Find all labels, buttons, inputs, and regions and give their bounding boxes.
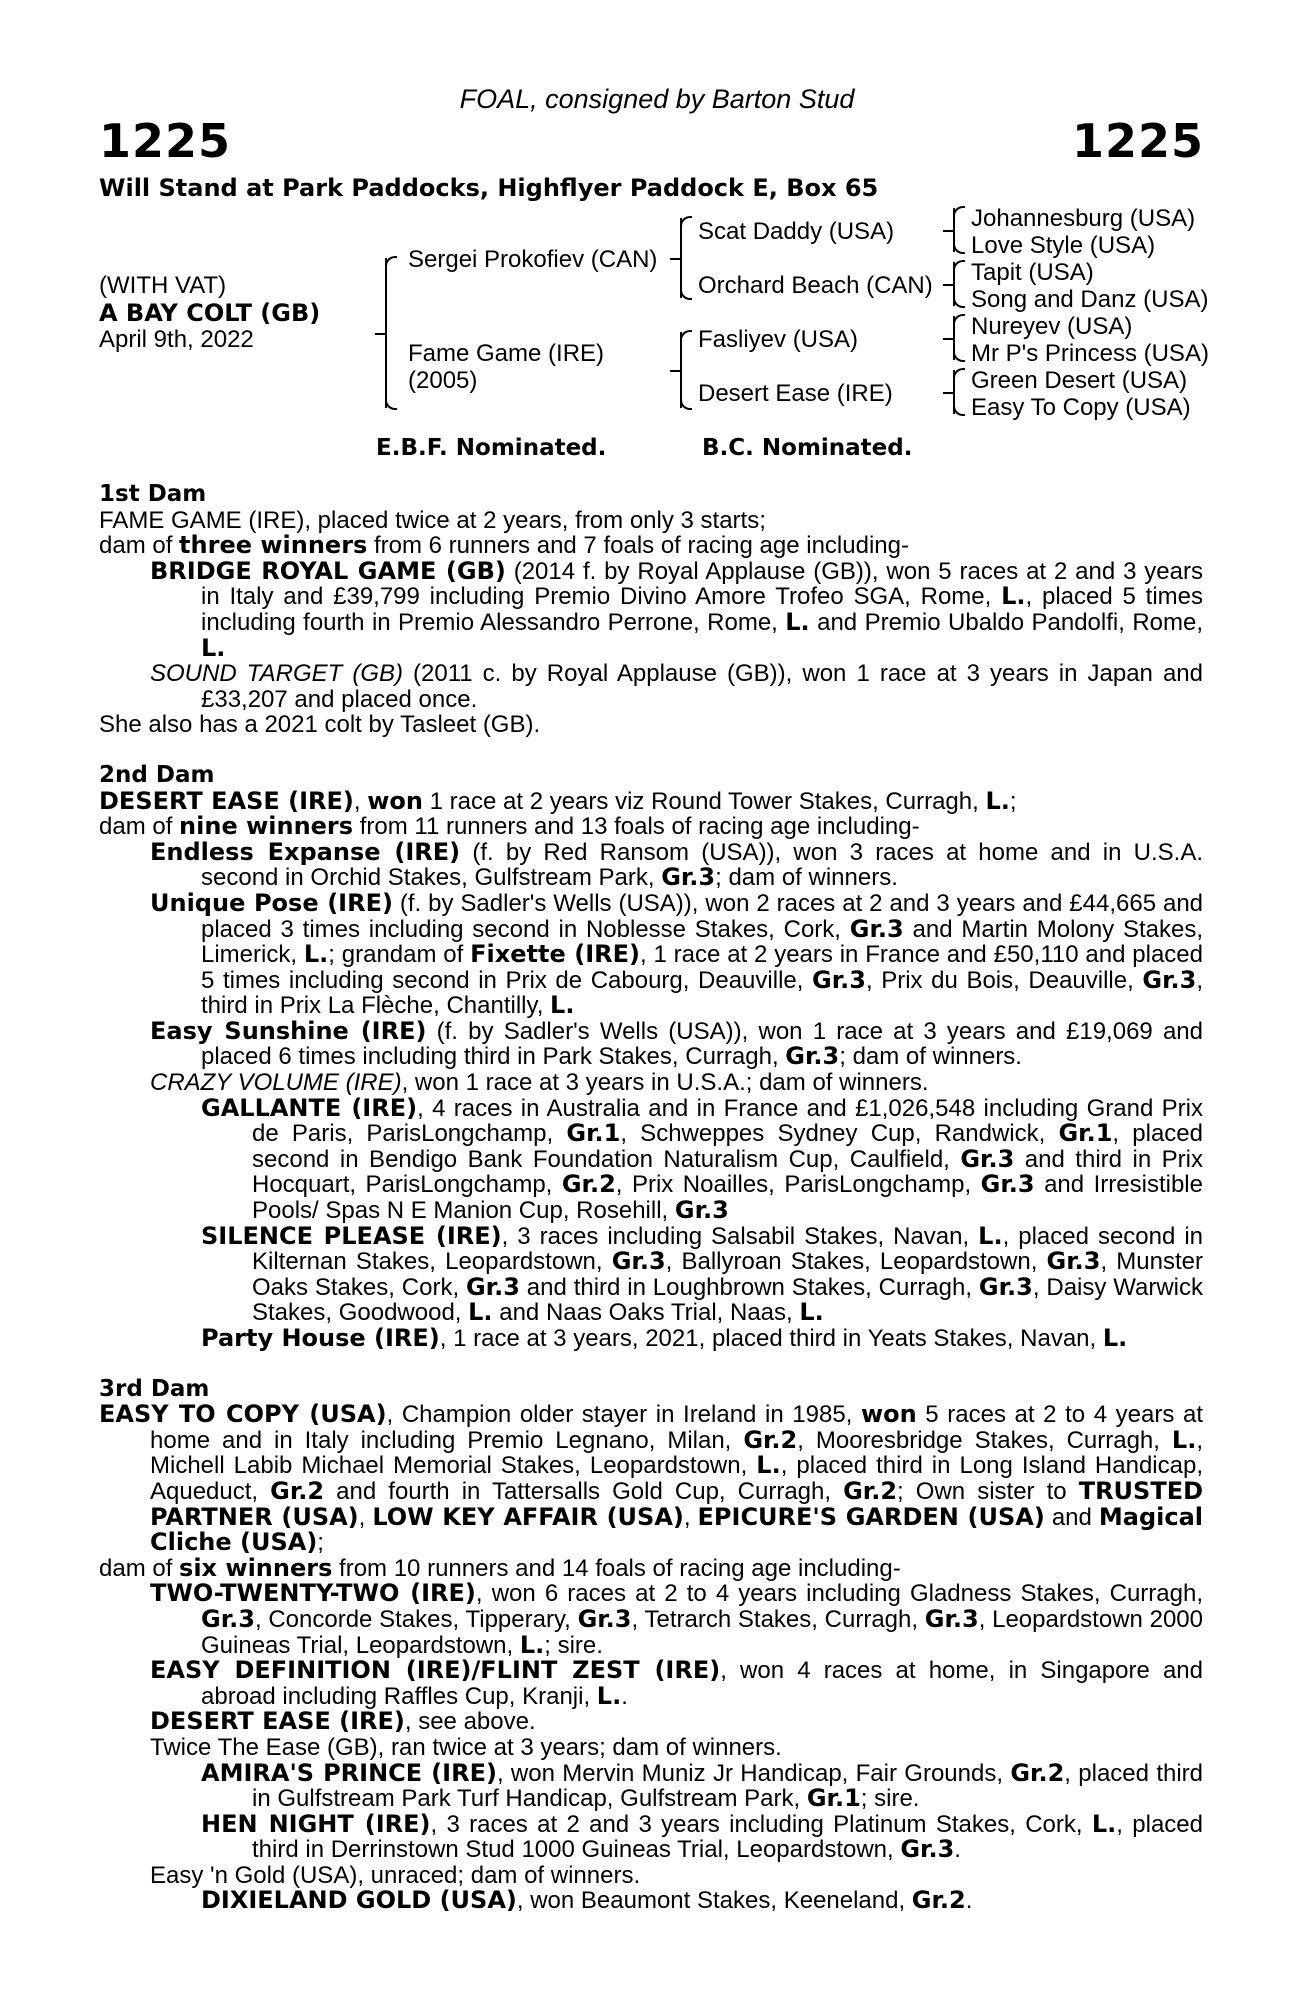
produce-entry: CRAZY VOLUME (IRE), won 1 race at 3 years in U.S.A.; dam of winners. — [150, 1069, 929, 1097]
grand-produce-entry: Party House (IRE), 1 race at 3 years, 2021, placed third in Yeats Stakes, Navan, L. — [201, 1324, 1128, 1352]
grand-produce-entry: HEN NIGHT (IRE), 3 races at 2 and 3 years including Platinum Stakes, Cork, L., placed third in Derrinstown Stud 1000 Guineas Trial, Leopardstown, Gr.3. — [201, 1809, 1203, 1864]
pedigree-brace-sire — [680, 218, 696, 298]
pedigree-sire-sire: Scat Daddy (USA) — [698, 218, 895, 245]
grand-produce-entry: DIXIELAND GOLD (USA), won Beaumont Stakes, Keeneland, Gr.2. — [201, 1886, 973, 1915]
stand-location: Will Stand at Park Paddocks, Highflyer Paddock E, Box 65 — [99, 174, 879, 202]
second-dam-intro: DESERT EASE (IRE), won 1 race at 2 years viz Round Tower Stakes, Curragh, L.; — [99, 786, 1017, 815]
pedigree-g3-8: Easy To Copy (USA) — [971, 394, 1191, 421]
family-text — [99, 482, 1203, 1914]
vat-note: (WITH VAT) — [99, 272, 227, 299]
pedigree-g3-2: Love Style (USA) — [971, 232, 1156, 259]
pedigree-brace-g3-3 — [953, 316, 969, 360]
produce-entry: Twice The Ease (GB), ran twice at 3 years; dam of winners. — [150, 1733, 782, 1761]
foaling-date: April 9th, 2022 — [99, 326, 254, 353]
horse-name: A BAY COLT (GB) — [99, 299, 321, 327]
pedigree-g3-5: Nureyev (USA) — [971, 313, 1133, 340]
pedigree-brace-gen1 — [385, 258, 401, 408]
produce-entry: Easy Sunshine (IRE) (f. by Sadler's Wells (USA)), won 1 race at 3 years and £19,069 and placed 6 times including third in Park Stakes, Curragh, Gr.3; dam of winners. — [150, 1016, 1203, 1071]
first-dam-also: She also has a 2021 colt by Tasleet (GB). — [99, 711, 541, 739]
pedigree-brace-g3-1 — [953, 208, 969, 252]
produce-entry: Easy 'n Gold (USA), unraced; dam of winners. — [150, 1861, 641, 1889]
grand-produce-entry: SILENCE PLEASE (IRE), 3 races including Salsabil Stakes, Navan, L., placed second in Kilternan Stakes, Leopardstown, Gr.3, Ballyroan Stakes, Leopardstown, Gr.3, Munster Oaks Stakes, Cork, Gr.3 and third in Loughbrown Stakes, Curragh, Gr.3, Daisy Warwick Stakes, Goodwood, L. and Naas Oaks Trial, Naas, L. — [201, 1221, 1204, 1327]
produce-entry: DESERT EASE (IRE), see above. — [150, 1707, 536, 1736]
lot-number-left: 1225 — [99, 114, 232, 168]
pedigree-dam-year: (2005) — [408, 367, 478, 394]
consignment-line: FOAL, consigned by Barton Stud — [459, 84, 855, 114]
pedigree-sire: Sergei Prokofiev (CAN) — [408, 246, 658, 273]
lot-number-right: 1225 — [1071, 114, 1204, 168]
produce-entry: Unique Pose (IRE) (f. by Sadler's Wells (USA)), won 2 races at 2 and 3 years and £44,665 and placed 3 times including second in Noblesse Stakes, Cork, Gr.3 and Martin Molony Stakes, Limerick, L.; grandam of Fixette (IRE), 1 race at 2 years in France and £50,110 and placed 5 times including second in Prix de Cabourg, Deauville, Gr.3, Prix du Bois, Deauville, Gr.3, third in Prix La Flèche, Chantilly, L. — [150, 888, 1204, 1020]
pedigree-g3-6: Mr P's Princess (USA) — [971, 340, 1209, 367]
grand-produce-entry: GALLANTE (IRE), 4 races in Australia and in France and £1,026,548 including Grand Prix de Paris, ParisLongchamp, Gr.1, Schweppes Sydney Cup, Randwick, Gr.1, placed second in Bendigo Bank Foundation Naturalism Cup, Caulfield, Gr.3 and third in Prix Hocquart, ParisLongchamp, Gr.2, Prix Noailles, ParisLongchamp, Gr.3 and Irresistible Pools/ Spas N E Manion Cup, Rosehill, Gr.3 — [201, 1093, 1204, 1225]
produce-entry: TWO-TWENTY-TWO (IRE), won 6 races at 2 to 4 years including Gladness Stakes, Curragh, Gr.3, Concorde Stakes, Tipperary, Gr.3, Tetrarch Stakes, Curragh, Gr.3, Leopardstown 2000 Guineas Trial, Leopardstown, L.; sire. — [150, 1579, 1203, 1659]
ebf-nominated: E.B.F. Nominated. — [376, 435, 607, 461]
produce-entry: BRIDGE ROYAL GAME (GB) (2014 f. by Royal Applause (GB)), won 5 races at 2 and 3 years in Italy and £39,799 including Premio Divino Amore Trofeo SGA, Rome, L., placed 5 times including fourth in Premio Alessandro Perrone, Rome, L. and Premio Ubaldo Pandolfi, Rome, L. — [150, 556, 1204, 662]
third-dam-intro: EASY TO COPY (USA), Champion older stayer in Ireland in 1985, won 5 races at 2 to 4 years at home and in Italy including Premio Legnano, Milan, Gr.2, Mooresbridge Stakes, Curragh, L., Michell Labib Michael Memorial Stakes, Leopardstown, L., placed third in Long Island Handicap, Aqueduct, Gr.2 and fourth in Tattersalls Gold Cup, Curragh, Gr.2; Own sister to TRUSTED PARTNER (USA), LOW KEY AFFAIR (USA), EPICURE'S GARDEN (USA) and Magical Cliche (USA); — [99, 1400, 1204, 1557]
pedigree-g3-1: Johannesburg (USA) — [971, 205, 1196, 232]
third-dam-heading: 3rd Dam — [99, 1375, 210, 1402]
first-dam-heading: 1st Dam — [99, 481, 207, 507]
second-dam-heading: 2nd Dam — [99, 761, 215, 788]
first-dam-intro: FAME GAME (IRE), placed twice at 2 years, from only 3 starts; — [99, 506, 766, 534]
produce-entry: EASY DEFINITION (IRE)/FLINT ZEST (IRE), won 4 races at home, in Singapore and abroad including Raffles Cup, Kranji, L.. — [150, 1656, 1204, 1710]
pedigree-sire-dam: Orchard Beach (CAN) — [698, 272, 933, 299]
pedigree-g3-4: Song and Danz (USA) — [971, 286, 1209, 313]
pedigree-brace-g3-2 — [953, 262, 969, 306]
grand-produce-entry: AMIRA'S PRINCE (IRE), won Mervin Muniz Jr Handicap, Fair Grounds, Gr.2, placed third in Gulfstream Park Turf Handicap, Gulfstream Park, Gr.1; sire. — [201, 1758, 1203, 1813]
pedigree-dam-sire: Fasliyev (USA) — [698, 326, 859, 353]
bc-nominated: B.C. Nominated. — [702, 435, 913, 461]
produce-entry: Endless Expanse (IRE) (f. by Red Ransom (USA)), won 3 races at home and in U.S.A. second in Orchid Stakes, Gulfstream Park, Gr.3; dam of winners. — [150, 837, 1203, 892]
pedigree-brace-dam — [680, 332, 696, 408]
pedigree-dam-dam: Desert Ease (IRE) — [698, 380, 893, 407]
pedigree-g3-7: Green Desert (USA) — [971, 367, 1188, 394]
produce-entry: SOUND TARGET (GB) (2011 c. by Royal Applause (GB)), won 1 race at 3 years in Japan and £33,207 and placed once. — [150, 660, 1203, 713]
pedigree-g3-3: Tapit (USA) — [971, 259, 1094, 286]
pedigree-brace-g3-4 — [953, 370, 969, 414]
pedigree-dam: Fame Game (IRE) — [408, 340, 605, 367]
first-dam-produce-summary: dam of three winners from 6 runners and 7 foals of racing age including- — [99, 531, 909, 560]
third-dam-produce-summary: dam of six winners from 10 runners and 14 foals of racing age including- — [99, 1553, 901, 1582]
second-dam-produce-summary: dam of nine winners from 11 runners and 13 foals of racing age including- — [99, 812, 920, 841]
